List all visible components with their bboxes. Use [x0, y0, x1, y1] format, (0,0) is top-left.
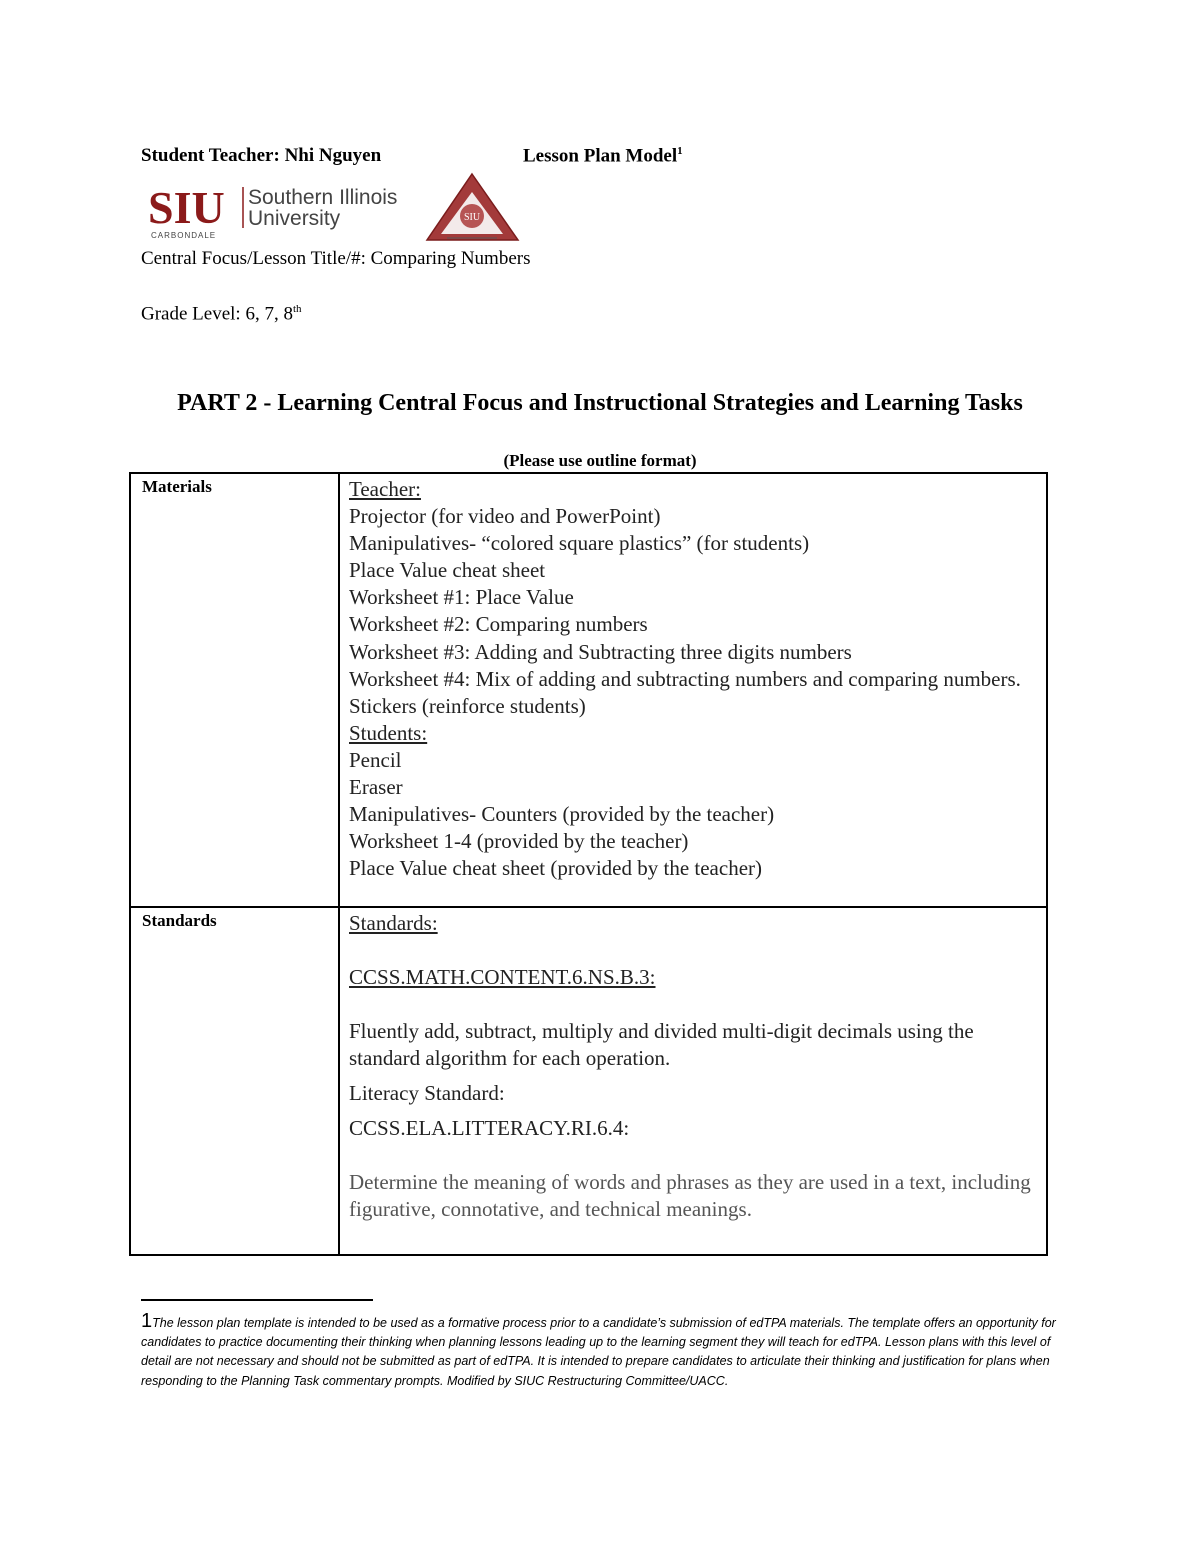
list-item: Worksheet 1-4 (provided by the teacher)	[349, 829, 689, 854]
footnote-text: The lesson plan template is intended to be used as a formative process prior to a candidate’s submission of edTPA materials. The template offers an opportunity for candidates to practice documenting their thinking when planning lessons leading up to the learning segment they will teach for edTPA. Lesson plans with this level of detail are not necessary and should not be submitted as part of edTPA. It is intended to prepare candidates to articulate their thinking and justification for plans when responding to the Planning Task commentary prompts. Modified by SIUC Restructuring Committee/UACC.	[141, 1316, 1056, 1388]
siu-logo	[148, 182, 413, 242]
student-teacher-label: Student Teacher: Nhi Nguyen	[141, 145, 382, 166]
siu-name-line2: University	[248, 207, 341, 230]
teacher-heading: Teacher:	[349, 477, 421, 501]
list-item: Place Value cheat sheet	[349, 558, 546, 583]
list-item: Place Value cheat sheet (provided by the teacher)	[349, 856, 763, 881]
list-item: Worksheet #2: Comparing numbers	[349, 612, 648, 637]
standards-heading: Standards:	[349, 911, 438, 935]
standards-content	[339, 907, 1047, 1255]
lesson-plan-model-title: Lesson Plan Model$^1$	[523, 145, 683, 167]
list-item: Worksheet #4: Mix of adding and subtracting numbers and comparing numbers.	[349, 666, 1021, 691]
part-title: PART 2 - Learning Central Focus and Instructional Strategies and Learning Tasks	[177, 390, 1023, 416]
footnote-ref[interactable]: 1	[677, 145, 683, 157]
grade-level: Grade Level: 6, 7, 8th	[141, 303, 302, 325]
standards-label: Standards	[130, 907, 339, 1255]
list-item: Manipulatives- Counters (provided by the teacher)	[349, 802, 775, 827]
list-item: Pencil	[349, 747, 402, 772]
lesson-plan-table	[129, 472, 1048, 1256]
siu-campus: CARBONDALE	[151, 231, 217, 240]
list-item: Eraser	[349, 775, 403, 800]
literacy-standard-text: Determine the meaning of words and phrases as they are used in a text, including figurative, connotative, and technical meanings.	[349, 1170, 1031, 1221]
siu-name-line1: Southern Illinois	[248, 186, 398, 209]
list-item: Worksheet #1: Place Value	[349, 585, 574, 610]
emblem-label: SIU	[463, 212, 481, 223]
literacy-heading: Literacy Standard:	[349, 1081, 505, 1105]
students-heading: Students:	[349, 720, 428, 745]
materials-label: Materials	[130, 473, 339, 907]
math-standard-code: CCSS.MATH.CONTENT.6.NS.B.3:	[349, 965, 656, 989]
footnote-number: 1	[141, 1310, 153, 1332]
materials-content	[339, 473, 1047, 907]
triangle-emblem-icon	[425, 172, 520, 244]
part-subtitle: (Please use outline format)	[503, 451, 697, 470]
siu-letters: SIU	[148, 182, 225, 233]
central-focus: Central Focus/Lesson Title/#: Comparing Numbers	[141, 248, 531, 269]
footnote-separator	[141, 1299, 373, 1301]
literacy-standard-code: CCSS.ELA.LITTERACY.RI.6.4:	[349, 1116, 630, 1140]
list-item: Stickers (reinforce students)	[349, 693, 586, 718]
list-item: Manipulatives- “colored square plastics” (for students)	[349, 531, 810, 556]
list-item: Worksheet #3: Adding and Subtracting three digits numbers	[349, 639, 852, 664]
math-standard-text: Fluently add, subtract, multiply and divided multi-digit decimals using the standard algorithm for each operation.	[349, 1019, 974, 1070]
footnote	[141, 1312, 1056, 1391]
materials-row	[130, 473, 1047, 907]
list-item: Projector (for video and PowerPoint)	[349, 504, 661, 529]
standards-row	[130, 907, 1047, 1255]
